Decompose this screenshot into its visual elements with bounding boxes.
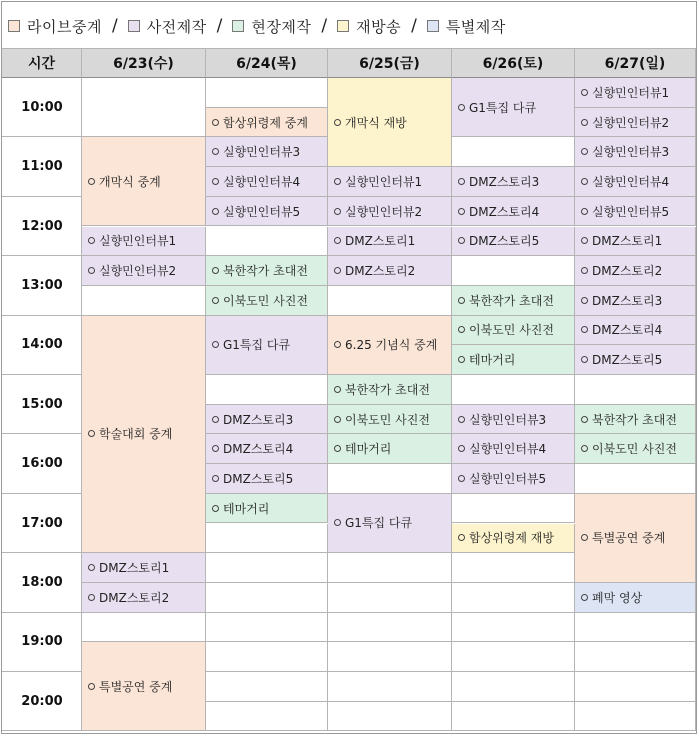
legend-swatch <box>427 20 439 32</box>
bullet-icon <box>458 356 465 363</box>
schedule-item <box>328 316 452 375</box>
schedule-empty-slot <box>575 672 696 702</box>
schedule-item-label: 실향민인터뷰2 <box>345 204 423 219</box>
bullet-icon <box>88 564 95 571</box>
schedule-item-label: 실향민인터뷰5 <box>592 204 670 219</box>
legend-separator: / <box>111 16 118 36</box>
schedule-item-label: 실향민인터뷰3 <box>223 145 301 160</box>
schedule-empty-slot <box>452 256 575 286</box>
bullet-icon <box>581 326 588 333</box>
schedule-item <box>328 227 452 257</box>
time-label: 20:00 <box>21 693 63 709</box>
schedule-empty-slot <box>452 642 575 672</box>
schedule-item <box>206 197 328 227</box>
legend-label: 라이브중계 <box>27 17 102 36</box>
schedule-item-label: 테마거리 <box>469 353 516 368</box>
schedule-item-label: DMZ스토리3 <box>592 293 663 308</box>
schedule-item <box>328 78 452 167</box>
schedule-empty-slot <box>206 227 328 257</box>
schedule-item <box>575 197 696 227</box>
bullet-icon <box>581 178 588 185</box>
bullet-icon <box>334 208 341 215</box>
schedule-item <box>575 108 696 138</box>
bullet-icon <box>212 341 219 348</box>
schedule-item <box>575 256 696 286</box>
bullet-icon <box>334 178 341 185</box>
schedule-item-label: 실향민인터뷰1 <box>592 85 670 100</box>
schedule-item <box>206 464 328 494</box>
bullet-icon <box>212 178 219 185</box>
bullet-icon <box>458 237 465 244</box>
legend-label: 특별제작 <box>445 17 506 36</box>
schedule-item-label: 함상위령제 중계 <box>223 115 308 130</box>
legend-item <box>232 16 311 37</box>
legend-item <box>337 16 401 37</box>
legend-item <box>8 16 102 37</box>
schedule-empty-slot <box>575 702 696 732</box>
schedule-item-label: 실향민인터뷰2 <box>592 115 670 130</box>
bullet-icon <box>88 683 95 690</box>
bullet-icon <box>581 148 588 155</box>
bullet-icon <box>581 594 588 601</box>
bullet-icon <box>581 356 588 363</box>
schedule-item <box>452 345 575 375</box>
bullet-icon <box>458 534 465 541</box>
schedule-item <box>575 167 696 197</box>
legend-swatch <box>337 20 349 32</box>
schedule-item-label: 실향민인터뷰1 <box>345 174 423 189</box>
schedule-item-label: 실향민인터뷰1 <box>99 234 177 249</box>
schedule-empty-slot <box>328 642 452 672</box>
bullet-icon <box>334 119 341 126</box>
schedule-item-label: 실향민인터뷰2 <box>99 264 177 279</box>
schedule-empty-slot <box>575 613 696 643</box>
schedule-empty-slot <box>575 464 696 494</box>
schedule-empty-slot <box>452 137 575 167</box>
bullet-icon <box>334 445 341 452</box>
time-label: 14:00 <box>21 337 63 353</box>
schedule-item-label: DMZ스토리5 <box>223 471 294 486</box>
bullet-icon <box>458 208 465 215</box>
schedule-item-label: 함상위령제 재방 <box>469 531 554 546</box>
bullet-icon <box>458 178 465 185</box>
schedule-item <box>206 494 328 524</box>
schedule-empty-slot <box>328 464 452 494</box>
bullet-icon <box>88 267 95 274</box>
schedule-item-label: DMZ스토리1 <box>345 234 416 249</box>
schedule-empty-slot <box>206 583 328 613</box>
schedule-item-label: 실향민인터뷰4 <box>223 174 301 189</box>
bullet-icon <box>212 297 219 304</box>
schedule-item-label: 이북도민 사진전 <box>469 323 554 338</box>
schedule-empty-slot <box>452 613 575 643</box>
schedule-item-label: DMZ스토리5 <box>469 234 540 249</box>
schedule-empty-slot <box>452 553 575 583</box>
time-label: 13:00 <box>21 277 63 293</box>
schedule-item <box>206 137 328 167</box>
bullet-icon <box>458 104 465 111</box>
schedule-item-label: 개막식 중계 <box>99 174 161 189</box>
schedule-item <box>452 524 575 554</box>
schedule-item <box>206 108 328 138</box>
bullet-icon <box>88 178 95 185</box>
bullet-icon <box>334 386 341 393</box>
bullet-icon <box>212 208 219 215</box>
schedule-item <box>452 316 575 346</box>
schedule-item <box>206 286 328 316</box>
schedule-empty-slot <box>328 553 452 583</box>
schedule-item-label: 실향민인터뷰5 <box>223 204 301 219</box>
schedule-item-label: 북한작가 초대전 <box>223 264 308 279</box>
schedule-empty-slot <box>206 613 328 643</box>
schedule-empty-slot <box>328 672 452 702</box>
header-day: 6/26(토) <box>452 48 575 78</box>
bullet-icon <box>212 505 219 512</box>
schedule-item-label: DMZ스토리1 <box>592 234 663 249</box>
bullet-icon <box>334 237 341 244</box>
bullet-icon <box>458 475 465 482</box>
schedule-item-label: 테마거리 <box>345 442 392 457</box>
bullet-icon <box>212 119 219 126</box>
schedule-item-label: 이북도민 사진전 <box>223 293 308 308</box>
time-label: 11:00 <box>21 159 63 175</box>
legend <box>8 11 506 41</box>
schedule-item <box>575 286 696 316</box>
bullet-icon <box>212 416 219 423</box>
schedule-empty-slot <box>206 524 328 554</box>
schedule-item <box>206 316 328 375</box>
schedule-item-label: DMZ스토리2 <box>345 264 416 279</box>
bullet-icon <box>581 237 588 244</box>
bullet-icon <box>212 148 219 155</box>
schedule-item-label: 테마거리 <box>223 501 270 516</box>
schedule-empty-slot <box>452 494 575 524</box>
bullet-icon <box>334 267 341 274</box>
schedule-item-label: DMZ스토리1 <box>99 561 170 576</box>
schedule-item-label: DMZ스토리4 <box>592 323 663 338</box>
schedule-empty-slot <box>328 583 452 613</box>
time-label: 15:00 <box>21 396 63 412</box>
schedule-item <box>575 137 696 167</box>
bullet-icon <box>334 341 341 348</box>
schedule-item-label: DMZ스토리2 <box>592 264 663 279</box>
schedule-item <box>82 553 206 583</box>
bullet-icon <box>88 430 95 437</box>
bullet-icon <box>458 416 465 423</box>
legend-label: 사전제작 <box>146 17 207 36</box>
bullet-icon <box>212 445 219 452</box>
schedule-item-label: 북한작가 초대전 <box>345 382 430 397</box>
time-label: 10:00 <box>21 99 63 115</box>
bullet-icon <box>581 416 588 423</box>
schedule-item-label: DMZ스토리4 <box>469 204 540 219</box>
schedule-item-label: 실향민인터뷰5 <box>469 471 547 486</box>
schedule-empty-slot <box>452 583 575 613</box>
schedule-item <box>206 167 328 197</box>
bullet-icon <box>88 237 95 244</box>
schedule-item <box>82 642 206 731</box>
header-day: 6/25(금) <box>328 48 452 78</box>
time-label: 17:00 <box>21 515 63 531</box>
schedule-empty-slot <box>575 375 696 405</box>
schedule-item <box>452 197 575 227</box>
schedule-item <box>328 405 452 435</box>
schedule-item-label: 특별공연 중계 <box>99 679 173 694</box>
schedule-item <box>452 78 575 137</box>
bullet-icon <box>581 445 588 452</box>
schedule-item <box>452 286 575 316</box>
schedule-empty-slot <box>575 642 696 672</box>
schedule-item <box>206 434 328 464</box>
schedule-item <box>575 345 696 375</box>
bullet-icon <box>581 208 588 215</box>
schedule-item <box>452 405 575 435</box>
schedule-empty-slot <box>328 702 452 732</box>
legend-label: 현장제작 <box>251 17 312 36</box>
schedule-item <box>328 197 452 227</box>
schedule-item <box>82 583 206 613</box>
bullet-icon <box>581 89 588 96</box>
schedule-item-label: 실향민인터뷰4 <box>469 442 547 457</box>
schedule-item-label: G1특집 다큐 <box>223 338 291 353</box>
schedule-item <box>575 434 696 464</box>
schedule-item-label: G1특집 다큐 <box>469 100 537 115</box>
bullet-icon <box>334 519 341 526</box>
schedule-item-label: DMZ스토리3 <box>469 174 540 189</box>
schedule-empty-slot <box>206 642 328 672</box>
bullet-icon <box>581 267 588 274</box>
schedule-item <box>206 405 328 435</box>
header-time: 시간 <box>2 48 82 78</box>
legend-item <box>427 16 506 37</box>
schedule-item <box>328 375 452 405</box>
schedule-item-label: 이북도민 사진전 <box>345 412 430 427</box>
time-label: 16:00 <box>21 456 63 472</box>
schedule-empty-slot <box>82 286 206 316</box>
schedule-item-label: DMZ스토리5 <box>592 353 663 368</box>
schedule-empty-slot <box>206 553 328 583</box>
schedule-item-label: DMZ스토리2 <box>99 590 170 605</box>
legend-swatch <box>128 20 140 32</box>
legend-label: 재방송 <box>356 17 402 36</box>
schedule-item-label: 실향민인터뷰3 <box>469 412 547 427</box>
schedule-item <box>82 227 206 257</box>
legend-swatch <box>232 20 244 32</box>
schedule-item <box>575 583 696 613</box>
schedule-item-label: 북한작가 초대전 <box>469 293 554 308</box>
schedule-item <box>328 256 452 286</box>
schedule-empty-slot <box>452 702 575 732</box>
schedule-item-label: 실향민인터뷰4 <box>592 174 670 189</box>
schedule-item <box>575 78 696 108</box>
legend-item <box>128 16 207 37</box>
time-label: 12:00 <box>21 218 63 234</box>
schedule-item <box>82 316 206 554</box>
schedule-item-label: 실향민인터뷰3 <box>592 145 670 160</box>
schedule-item <box>575 494 696 583</box>
schedule-item-label: DMZ스토리4 <box>223 442 294 457</box>
schedule-empty-slot <box>82 613 206 643</box>
schedule-item <box>328 167 452 197</box>
schedule-item-label: G1특집 다큐 <box>345 516 413 531</box>
schedule-item <box>575 316 696 346</box>
legend-swatch <box>8 20 20 32</box>
schedule-item-label: 학술대회 중계 <box>99 427 173 442</box>
schedule-empty-slot <box>206 672 328 702</box>
schedule-empty-slot <box>206 375 328 405</box>
schedule-item <box>452 464 575 494</box>
schedule-item <box>575 405 696 435</box>
schedule-item-label: 특별공연 중계 <box>592 531 666 546</box>
legend-separator: / <box>411 16 417 36</box>
bullet-icon <box>581 534 588 541</box>
schedule-empty-slot <box>328 613 452 643</box>
schedule-item-label: DMZ스토리3 <box>223 412 294 427</box>
bullet-icon <box>458 297 465 304</box>
bullet-icon <box>212 475 219 482</box>
schedule-empty-slot <box>206 78 328 108</box>
schedule-empty-slot <box>206 702 328 732</box>
schedule-item <box>82 256 206 286</box>
schedule-item-label: 6.25 기념식 중계 <box>345 338 438 353</box>
bullet-icon <box>581 119 588 126</box>
schedule-item <box>452 434 575 464</box>
schedule-item-label: 이북도민 사진전 <box>592 442 677 457</box>
header-day: 6/23(수) <box>82 48 206 78</box>
schedule-document <box>1 1 697 734</box>
header-day: 6/27(일) <box>575 48 696 78</box>
schedule-item <box>452 227 575 257</box>
bullet-icon <box>458 445 465 452</box>
time-label: 19:00 <box>21 634 63 650</box>
schedule-item <box>328 494 452 553</box>
schedule-item <box>328 434 452 464</box>
legend-separator: / <box>321 16 328 36</box>
schedule-empty-slot <box>452 672 575 702</box>
header-day: 6/24(목) <box>206 48 328 78</box>
schedule-empty-slot <box>82 78 206 137</box>
legend-separator: / <box>216 16 223 36</box>
schedule-item <box>82 137 206 226</box>
schedule-item <box>452 167 575 197</box>
bullet-icon <box>88 594 95 601</box>
schedule-empty-slot <box>452 375 575 405</box>
schedule-item <box>575 227 696 257</box>
schedule-item <box>206 256 328 286</box>
schedule-item-label: 개막식 재방 <box>345 115 407 130</box>
time-label: 18:00 <box>21 574 63 590</box>
schedule-empty-slot <box>328 286 452 316</box>
bullet-icon <box>212 267 219 274</box>
bullet-icon <box>334 416 341 423</box>
bullet-icon <box>581 297 588 304</box>
bullet-icon <box>458 326 465 333</box>
schedule-item-label: 북한작가 초대전 <box>592 412 677 427</box>
schedule-item-label: 폐막 영상 <box>592 590 643 605</box>
